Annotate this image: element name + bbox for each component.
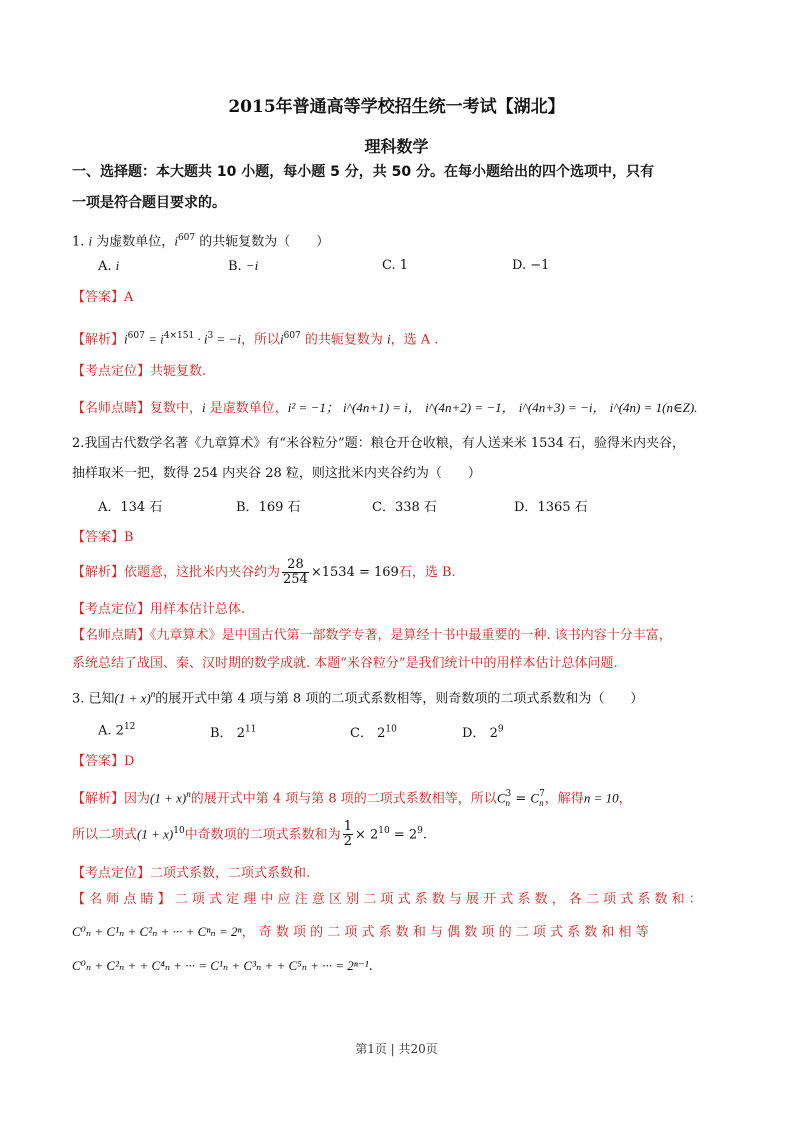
q2-analysis: 【解析】依题意，这批米内夹谷约为 $\frac{28}{254}$ ×1534 = 169石，选 B.	[72, 557, 456, 587]
q1-option-a: A. i	[98, 258, 120, 274]
q3-analysis-line2: 所以二项式$(1 + x)^{10}$中奇数项的二项式系数和为 $\frac{1}{2}$ × $2^{10} = 2^9$.	[72, 819, 428, 850]
q3-answer: 【答案】D	[72, 754, 135, 769]
q1-stem-suffix: 的共轭复数为（ ）	[195, 234, 330, 250]
q3-tip-line2: C⁰ₙ + C¹ₙ + C²ₙ + ··· + Cⁿₙ = 2ⁿ， 奇 数 项 的 二 项 式 系 数 和 与 偶 数 项 的 二 项 式 系 数 和 相 等	[72, 924, 649, 940]
section-heading-line2: 一项是符合题目要求的。	[72, 195, 226, 211]
q2-stem-line1: 2.我国古代数学名著《九章算术》有“米谷粒分”题：粮仓开仓收粮，有人送来米 1534 石，验得米内夹谷，	[72, 436, 686, 451]
q3-option-a: A. $2^{12}$	[98, 722, 136, 739]
q2-option-c: C．338 石	[372, 500, 437, 515]
q2-knowledge-point: 【考点定位】用样本估计总体.	[72, 602, 246, 617]
q3-option-b: B． $2^{11}$	[210, 724, 257, 741]
q1-power-base: i	[174, 233, 178, 249]
q2-option-d: D．1365 石	[514, 500, 588, 515]
q1-i: i	[88, 233, 93, 249]
q1-stem-mid: 为虚数单位，	[92, 234, 175, 250]
q2-option-a: A．134 石	[98, 500, 163, 515]
q3-fraction: $\frac{1}{2}$	[343, 819, 352, 850]
q3-analysis-line1: 【解析】因为$(1 + x)^n$的展开式中第 4 项与第 8 项的二项式系数相等，所以C 3 n = C 7 n ，解得n = 10，	[72, 788, 632, 808]
q2-option-b: B．169 石	[236, 500, 301, 515]
q1-analysis: 【解析】$i^{607} = i^{4\times 151} \cdot i^3 = -i$，所以$i^{607}$ 的共轭复数为 i，选 A .	[72, 331, 439, 348]
q3-tip-line3: C⁰ₙ + C²ₙ + + C⁴ₙ + ··· = C¹ₙ + C³ₙ + + C⁵ₙ + ··· = 2ⁿ⁻¹.	[72, 958, 373, 974]
page-title: 2015年普通高等学校招生统一考试【湖北】	[228, 97, 565, 117]
q1-number: 1.	[72, 234, 85, 250]
q1-option-c: C. 1	[382, 258, 409, 273]
q3-knowledge-point: 【考点定位】二项式系数，二项式系数和.	[72, 866, 311, 881]
q1-answer: 【答案】A	[72, 290, 134, 305]
q3-option-c: C． $2^{10}$	[350, 724, 397, 741]
q1-stem	[72, 228, 329, 252]
q2-tip-line2: 系统总结了战国、秦、汉时期的数学成就. 本题“米谷粒分”是我们统计中的用样本估计总体问题.	[72, 656, 618, 671]
q3-option-d: D． $2^9$	[462, 724, 504, 741]
q3-tip-line1: 【 名 师 点 睛 】 二 项 式 定 理 中 应 注 意 区 别 二 项 式 系 数 与 展 开 式 系 数 ， 各 二 项 式 系 数 和 ：	[72, 892, 702, 907]
q2-fraction: $\frac{28}{254}$	[283, 557, 308, 587]
q1-option-b: B. −i	[228, 258, 259, 274]
q3-stem: 3. 已知$(1 + x)^n$的展开式中第 4 项与第 8 项的二项式系数相等，则奇数项的二项式系数和为（ ）	[72, 689, 644, 707]
q1-option-d: D. −1	[512, 258, 550, 273]
page-subtitle: 理科数学	[364, 137, 429, 156]
q2-stem-line2: 抽样取米一把，数得 254 内夹谷 28 粒，则这批米内夹谷约为（ ）	[72, 466, 481, 481]
q1-power-exp: 607	[177, 233, 196, 243]
section-heading-line1: 一、选择题：本大题共 10 小题，每小题 5 分，共 50 分。在每小题给出的四个选项中，只有	[72, 164, 654, 180]
q1-knowledge-point: 【考点定位】共轭复数.	[72, 364, 207, 379]
q2-answer: 【答案】B	[72, 530, 134, 545]
page-footer: 第1页 | 共20页	[355, 1042, 438, 1056]
q1-tip: 【名师点睛】复数中，i 是虚数单位，i² = −1； i^(4n+1) = i， i^(4n+2) = −1， i^(4n+3) = −i， i^(4n) = 1(n∈Z).	[72, 400, 698, 416]
q2-tip-line1: 【名师点睛】《九章算术》是中国古代第一部数学专著，是算经十书中最重要的一种. 该书内容十分丰富，	[72, 628, 672, 643]
